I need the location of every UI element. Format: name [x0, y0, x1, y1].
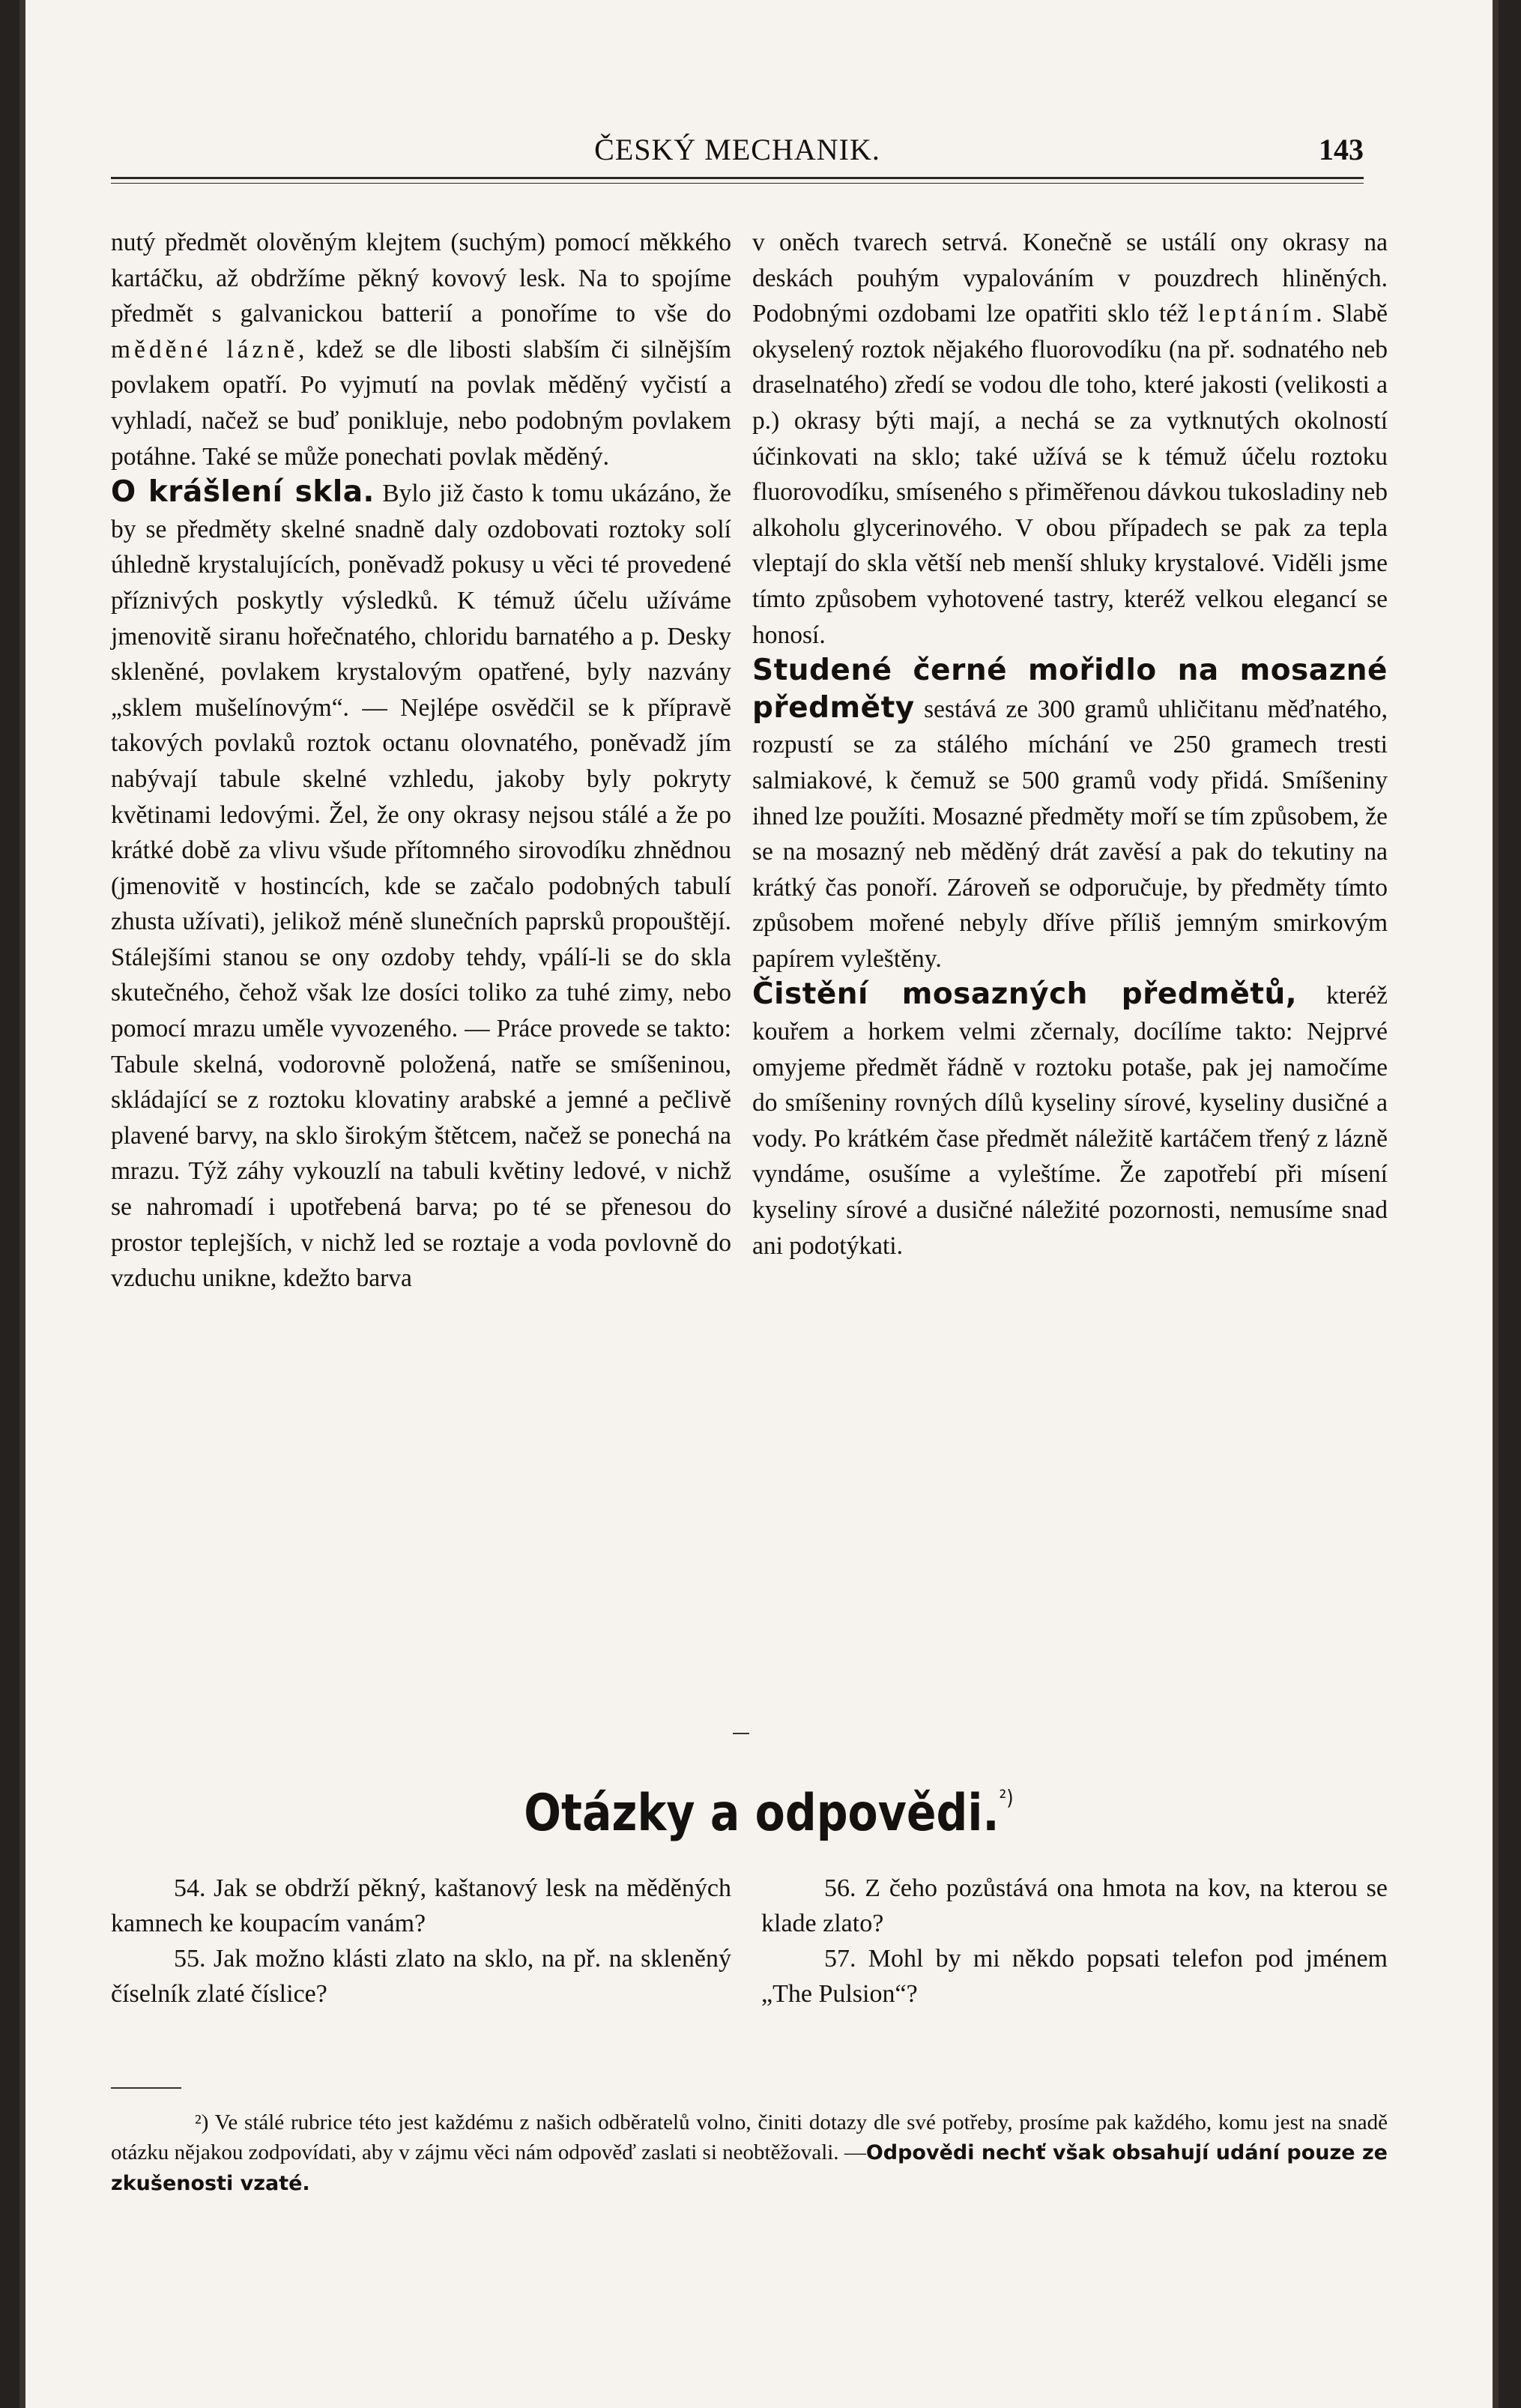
text-run: v oněch tvarech setrvá. Konečně se ustálí ony okrasy na deskách pouhým vypalováním v pouzdrech hliněných. Podobnými ozdobami lze opatřiti sklo též — [752, 229, 1388, 328]
header-rule-thin — [111, 183, 1364, 184]
page — [19, 0, 1499, 2408]
paragraph-moridlo — [752, 653, 1388, 977]
text-run: nutý předmět olověným klejtem (suchým) pomocí měkkého kartáčku, až obdržíme pěkný kovový lesk. Na to spojíme předmět s galvanickou batterií a ponoříme to vše do — [111, 229, 731, 328]
section-heading-krasleni-skla: O krášlení skla. — [111, 475, 375, 510]
footnote — [111, 2107, 1388, 2199]
paragraph-krasleni-skla — [111, 474, 731, 1297]
article-column-right — [752, 225, 1388, 1264]
footnote-bold-text: Odpovědi nechť však obsahují udání pouze ze zkušenosti vzaté. — [111, 2141, 1388, 2195]
question-56: 56. Z čeho pozůstává ona hmota na kov, na kterou se klade zlato? — [761, 1874, 1388, 1937]
question-55: 55. Jak možno klásti zlato na sklo, na př. na skleněný číselník zlaté číslice? — [111, 1945, 731, 2008]
footnote-text: Ve stálé rubrice této jest každému z našich odběratelů volno, činiti dotazy dle své potřeby, prosíme pak každého, komu jest na snadě otázku nějakou zodpovídati, aby v zájmu věci nám odpověď zaslati si neobtěžovali. — — [111, 2110, 1388, 2164]
article-column-left — [111, 225, 731, 1297]
running-head — [111, 121, 1364, 174]
text-run: . Slabě okyselený roztok nějakého fluorovodíku (na př. sodnatého neb draselnatého) zředí se vodou dle toho, které jakosti (velikosti a p.) okrasy býti mají, a nechá se za vytknutých okolností účinkovati na sklo; také užívá se k témuž účelu roztoku fluorovodíku, smíseného s přiměřenou dávkou tukosladiny neb alkoholu glycerinového. V obou případech se pak za tepla vleptají do skla větší neb menší shluky krystalové. Viděli jsme tímto způsobem vyhotovené tastry, kteréž velkou elegancí se honosí. — [752, 300, 1388, 649]
section-heading-cisteni: Čistění mosazných předmětů, — [752, 977, 1298, 1012]
footnote-reference: ²) — [999, 1785, 1014, 1810]
emphasized-term: měděné lázně — [111, 335, 299, 363]
qa-column-right — [761, 1871, 1388, 2012]
header-rule-thick — [111, 177, 1364, 179]
text-run: kteréž kouřem a horkem velmi zčernaly, docílíme takto: Nejprvé omyjeme předmět řádně v roztoku potaše, pak jej namočíme do smíšeniny rovných dílů kyseliny sírové, kyseliny dusičné a vody. Po krátkém čase předmět náležitě kartáčem třený z lázně vyndáme, osušíme a vyleštíme. Že zapotřebí při mísení kyseliny sírové a dusičné náležité pozornosti, nemusíme snad ani podotýkati. — [752, 982, 1388, 1260]
column-end-rule — [733, 1733, 749, 1734]
question-54: 54. Jak se obdrží pěkný, kaštanový lesk na měděných kamnech ke koupacím vanám? — [111, 1874, 731, 1937]
footnote-mark: ²) — [195, 2110, 209, 2134]
text-run: , kdež se dle libosti slabším či silnějším povlakem opatří. Po vyjmutí na povlak měděný vyčistí a vyhladí, načež se buď poniklujе, nebo podobným povlakem potáhne. Také se může ponechati povlak měděný. — [111, 335, 732, 471]
footnote-rule — [111, 2087, 181, 2089]
page-number: 143 — [1319, 133, 1364, 166]
paragraph-krasleni-skla-cont — [752, 225, 1388, 653]
right-page-edge — [1493, 0, 1499, 2408]
qa-section-title — [511, 1784, 1026, 1843]
paragraph-cisteni — [752, 977, 1388, 1264]
emphasized-term: leptáním — [1198, 300, 1316, 328]
journal-title: ČESKÝ MECHANIK. — [594, 133, 880, 166]
text-run: sestává ze 300 gramů uhličitanu měďnatého, rozpustí se za stálého míchání ve 250 gramech tresti salmiakové, k čemuž se 500 gramů vody přidá. Smíšeniny ihned lze použíti. Mosazné předměty moří se tím způsobem, že se na mosazný neb měděný drát zavěsí a pak do tekutiny na krátký čas ponoří. Zároveň se odporučuje, by předměty tímto způsobem mořené nebyly dříve příliš jemným smirkovým papírem vyleštěny. — [752, 695, 1388, 973]
section-heading-moridlo: Studené černé mořidlo na mosazné předměty — [752, 654, 1388, 725]
text-run: Bylo již často k tomu ukázáno, že by se předměty skelné snadně daly ozdobovati roztoky solí úhledně krystalujících, poněvadž pokusy u věci té provedené příznivých poskytly výsledků. K témuž účelu užíváme jmenovitě siranu hořečnatého, chloridu barnatého a p. Desky skleněné, povlakem krystalovým opatřené, byly nazvány „sklem mušelínovým“. — Nejlépe osvědčil se k přípravě takových povlaků roztok octanu olovnatého, poněvadž jím nabývají tabule skelné vzhledu, jakoby byly pokryty květinami ledovými. Žel, že ony okrasy nejsou stálé a že po krátké době za vlivu všude přítomného sirovodíku zhnědnou (jmenovitě v hostincích, kde se začalo podobných tabulí zhusta užívati), jelikož méně slunečních paprsků propouštějí. Stálejšími stanou se ony ozdoby tehdy, vpálí-li se do skla skutečného, čehož však lze dosíci toliko za tuhé zimy, nebo pomocí mrazu uměle vyvozeného. — Práce provede se takto: Tabule skelná, vodorovně položená, natře se smíšeninou, skládající se z roztoku klovatiny arabské a jemné a pečlivě plavené barvy, na sklo širokým štětcem, načež se ponechá na mrazu. Týž záhy vykouzlí na tabuli květiny ledové, v nichž se nahromadí i upotřebená barva; po té se přenesou do prostor teplejších, v nichž led se roztaje a voda povlovně do vzduchu unikne, kdežto barva — [111, 480, 731, 1293]
left-page-edge — [19, 0, 25, 2408]
qa-title-text: Otázky a odpovědi. — [524, 1784, 1000, 1843]
question-57: 57. Mohl by mi někdo popsati telefon pod jménem „The Pulsion“? — [761, 1945, 1388, 2008]
paragraph-pomedeni — [111, 225, 731, 474]
qa-column-left — [111, 1871, 731, 2012]
